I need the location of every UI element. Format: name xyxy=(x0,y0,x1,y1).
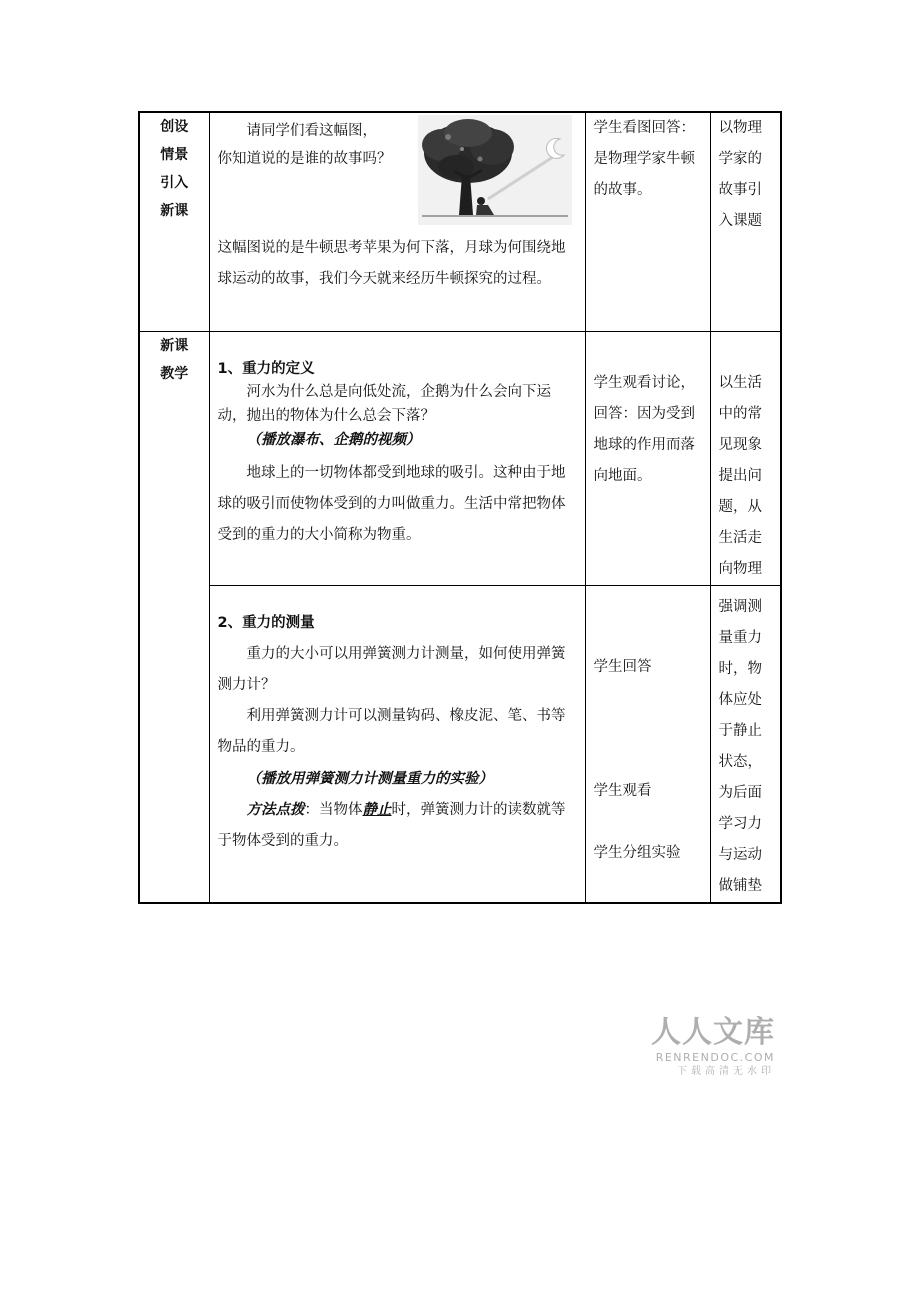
gravity-question: 河水为什么总是向低处流，企鹅为什么会向下运动，抛出的物体为什么总会下落？ xyxy=(217,383,551,424)
table-row xyxy=(139,585,781,903)
table-row xyxy=(139,112,781,331)
intent-text: 以物理学家的故事引入课题 xyxy=(718,120,762,229)
intro-story: 这幅图说的是牛顿思考苹果为何下落，月球为何围绕地球运动的故事，我们今天就来经历牛顿探究的过程。 xyxy=(217,240,566,287)
stage-cell-new-lesson xyxy=(139,331,209,903)
intro-line-1: 请同学们看这幅图， xyxy=(246,123,377,139)
table-row xyxy=(139,331,781,585)
gravity-definition: 地球上的一切物体都受到地球的吸引。这种由于地球的吸引而使物体受到的力叫做重力。生活中常把物体受到的重力的大小简称为物重。 xyxy=(217,464,566,543)
stage-label: 教学 xyxy=(160,365,189,382)
teacher-activity-part1 xyxy=(209,331,585,585)
method-tip-key: 静止 xyxy=(362,800,392,818)
student-text: 学生观看讨论，回答：因为受到地球的作用而落向地面。 xyxy=(593,374,695,484)
stage-label: 引入 xyxy=(160,175,189,191)
intent-text: 强调测量重力时，物体应处于静止状态，为后面学习力与运动做铺垫 xyxy=(718,598,762,894)
teacher-activity-part2 xyxy=(209,585,585,903)
watermark-subtitle: 下载高清无水印 xyxy=(677,1066,775,1077)
design-intent-intro xyxy=(710,112,781,331)
stage-label: 创设 xyxy=(160,119,189,135)
lesson-plan-table xyxy=(138,111,782,904)
student-answer: 学生回答 xyxy=(593,658,652,675)
stage-label: 情景 xyxy=(160,147,189,163)
measurement-items: 利用弹簧测力计可以测量钩码、橡皮泥、笔、书等物品的重力。 xyxy=(217,707,566,755)
stage-label: 新课 xyxy=(160,203,189,219)
stage-label: 新课 xyxy=(160,337,189,354)
section-heading-gravity-definition: 1、重力的定义 xyxy=(217,360,315,377)
student-group-experiment: 学生分组实验 xyxy=(593,844,681,861)
section-heading-gravity-measurement: 2、重力的测量 xyxy=(217,614,315,631)
student-text: 学生看图回答：是物理学家牛顿的故事。 xyxy=(593,120,695,198)
newton-tree-illustration xyxy=(418,115,572,225)
video-note: （播放瀑布、企鹅的视频） xyxy=(246,430,421,448)
method-tip-colon: ：当物体 xyxy=(304,801,363,818)
student-activity-part1 xyxy=(585,331,710,585)
design-intent-part1 xyxy=(710,331,781,585)
method-tip xyxy=(218,794,577,857)
student-activity-part2 xyxy=(585,585,710,903)
method-tip-label: 方法点拨 xyxy=(246,800,305,818)
measurement-question: 重力的大小可以用弹簧测力计测量，如何使用弹簧测力计？ xyxy=(217,645,566,693)
watermark xyxy=(640,1015,775,1079)
design-intent-part2 xyxy=(710,585,781,903)
student-watch: 学生观看 xyxy=(593,782,652,799)
watermark-domain: RENRENDOC.COM xyxy=(655,1051,775,1064)
teacher-activity-intro xyxy=(209,112,585,331)
intro-line-2: 你知道说的是谁的故事吗？ xyxy=(217,151,392,167)
method-tip-rest: 时，弹簧测力计的读数就等于物体受到的重力。 xyxy=(217,801,566,849)
stage-cell-intro xyxy=(139,112,209,331)
experiment-note: （播放用弹簧测力计测量重力的实验） xyxy=(246,769,493,787)
intent-text: 以生活中的常见现象提出问题，从生活走向物理 xyxy=(718,374,762,577)
watermark-title: 人人文库 xyxy=(651,1015,775,1050)
student-activity-intro xyxy=(585,112,710,331)
